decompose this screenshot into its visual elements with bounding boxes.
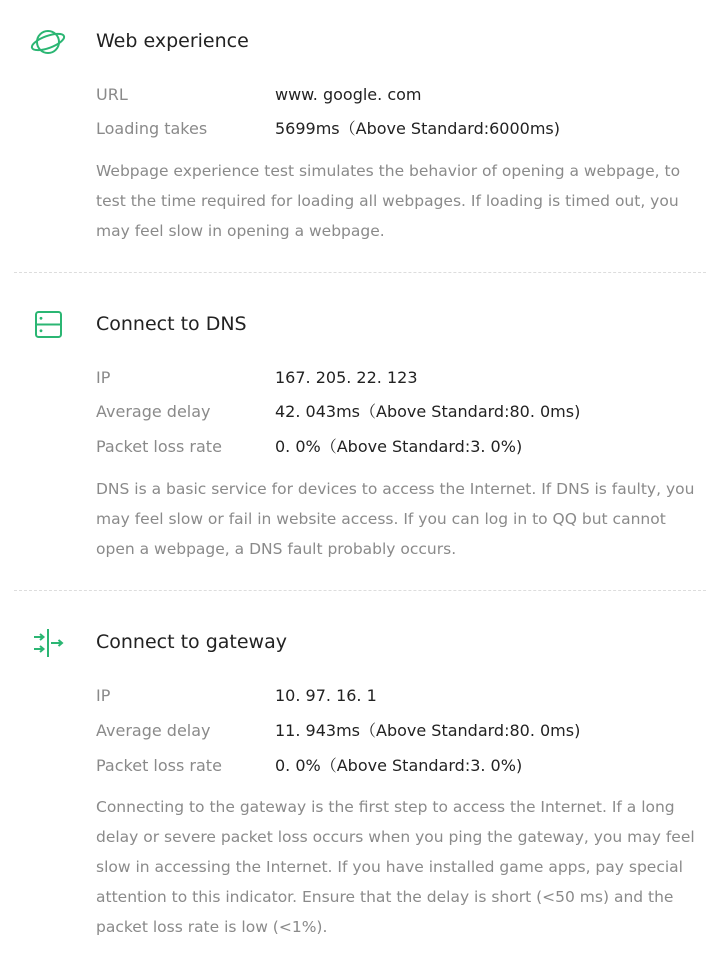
loss-label: Packet loss rate [96,756,222,775]
gateway-delay-row [96,719,696,743]
gateway-arrows-icon [30,625,66,661]
planet-icon [30,24,66,60]
section-divider [14,590,706,591]
loading-label: Loading takes [96,119,208,138]
loading-row [96,117,696,141]
section-title: Connect to DNS [96,313,247,335]
ip-label: IP [96,686,111,705]
dns-description: DNS is a basic service for devices to access the Internet. If DNS is faulty, you may feel slow or fail in website access. If you can log in to QQ but cannot open a webpage, a DNS fault probably occurs. [96,480,695,558]
section-title: Connect to gateway [96,631,287,653]
loading-value: 5699ms（Above Standard:6000ms) [275,119,560,138]
dns-ip-row [96,366,696,390]
gateway-description: Connecting to the gateway is the first step to access the Internet. If a long delay or severe packet loss occurs when you ping the gateway, you may feel slow in accessing the Internet. If you have installed game apps, pay special attention to this indicator. Ensure that the delay is short (<50 ms) and the packet loss rate is low (<1%). [96,798,695,936]
delay-label: Average delay [96,721,211,740]
section-divider [14,272,706,273]
server-icon [30,307,66,343]
ip-value: 167. 205. 22. 123 [275,368,418,387]
url-label: URL [96,85,128,104]
url-value: www. google. com [275,85,422,104]
gateway-ip-row [96,684,696,708]
ip-value: 10. 97. 16. 1 [275,686,377,705]
delay-value: 11. 943ms（Above Standard:80. 0ms) [275,721,581,740]
web-description: Webpage experience test simulates the behavior of opening a webpage, to test the time required for loading all webpages. If loading is timed out, you may feel slow in opening a webpage. [96,162,681,240]
delay-value: 42. 043ms（Above Standard:80. 0ms) [275,402,581,421]
delay-label: Average delay [96,402,211,421]
dns-loss-row [96,435,696,459]
section-title: Web experience [96,30,249,52]
ip-label: IP [96,368,111,387]
dns-delay-row [96,400,696,424]
loss-value: 0. 0%（Above Standard:3. 0%) [275,437,523,456]
gateway-loss-row [96,754,696,778]
loss-value: 0. 0%（Above Standard:3. 0%) [275,756,523,775]
loss-label: Packet loss rate [96,437,222,456]
url-row [96,83,696,107]
